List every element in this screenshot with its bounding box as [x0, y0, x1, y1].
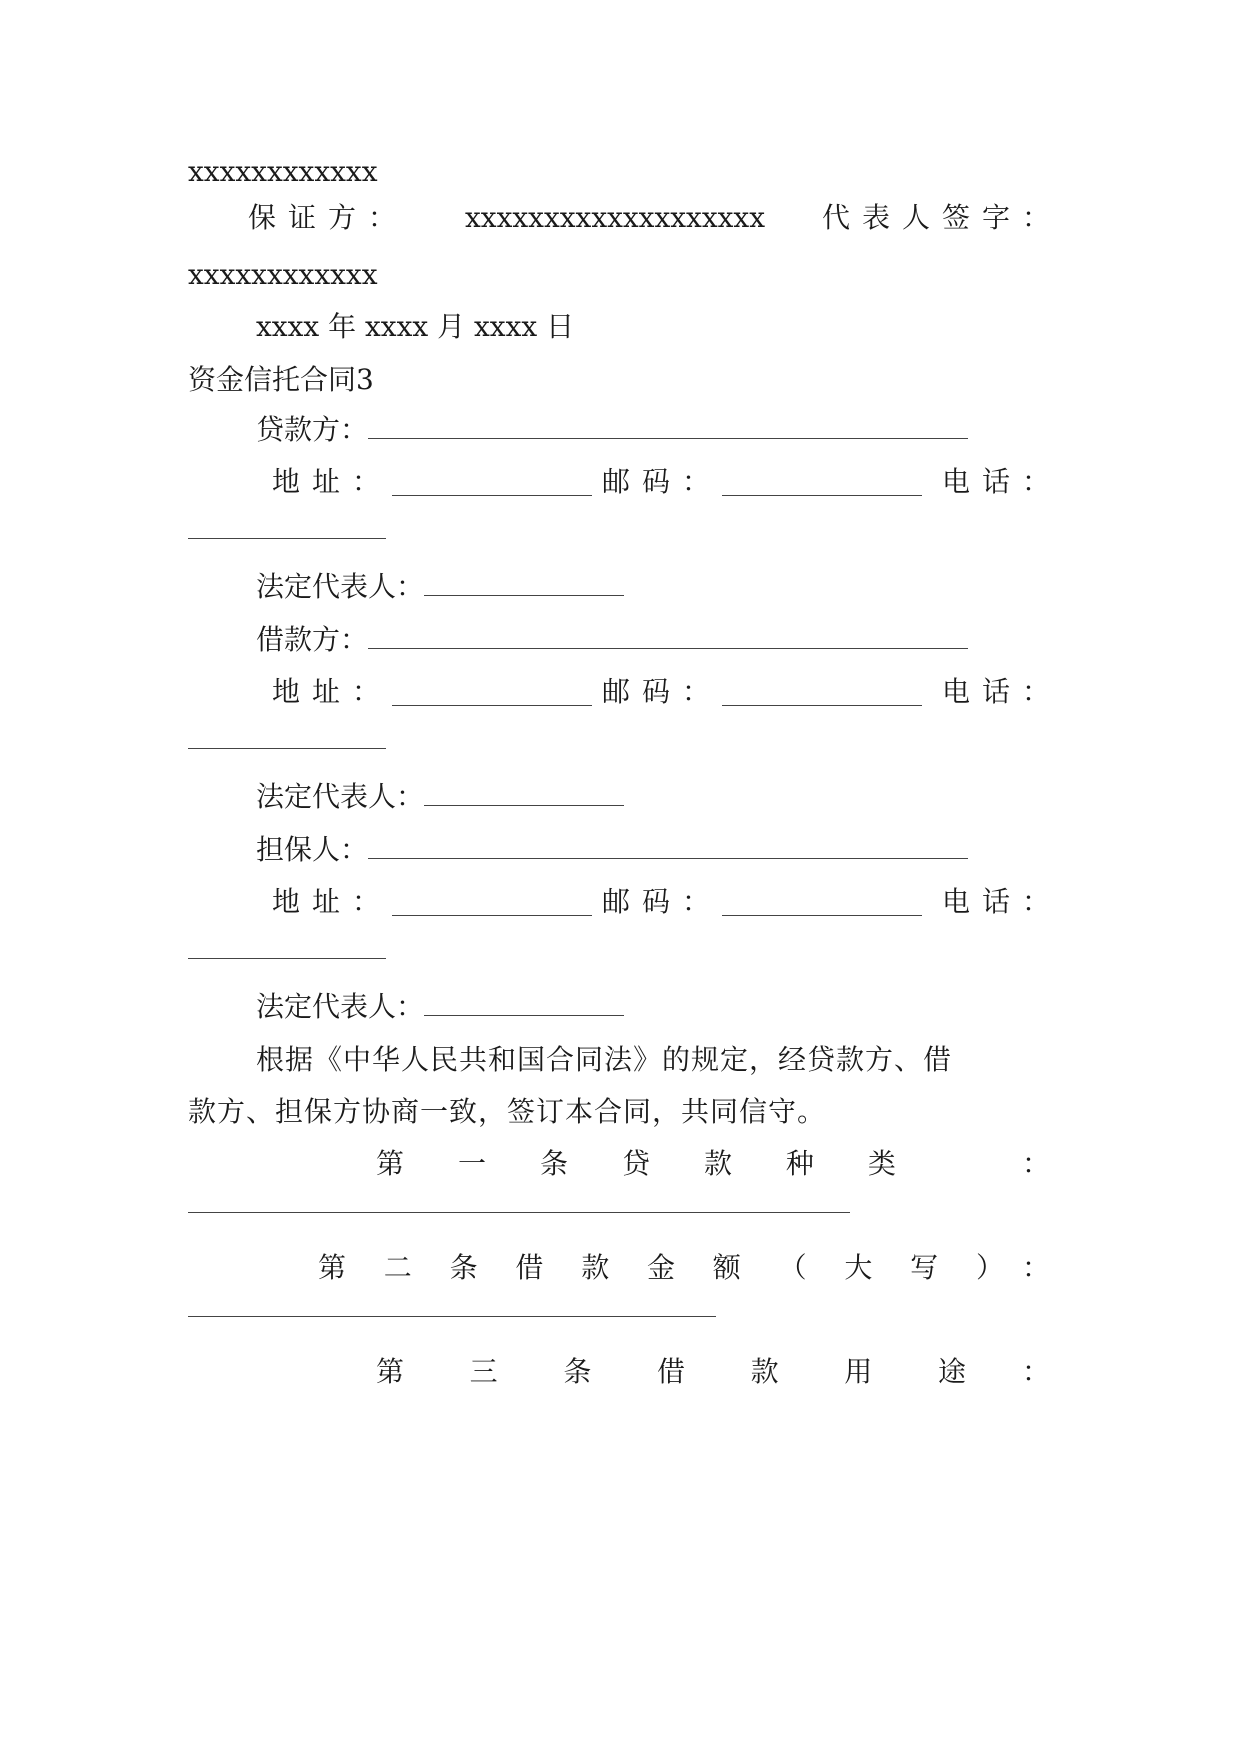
article-1-blank[interactable]	[188, 1212, 850, 1213]
legal-rep-blank[interactable]	[424, 569, 624, 596]
borrower-contact-row	[272, 672, 1062, 712]
legal-rep-blank[interactable]	[424, 989, 624, 1016]
borrower-legal-rep-row	[188, 777, 1050, 817]
guarantor-contact-row	[272, 882, 1062, 922]
guarantor-label: 保证方：	[248, 201, 409, 234]
month-char: 月	[437, 310, 466, 343]
article-2-row	[318, 1248, 1050, 1288]
article-3-colon: ：	[1021, 1355, 1050, 1388]
postcode-blank[interactable]	[722, 889, 922, 916]
intro-line-2: 款方、担保方协商一致，签订本合同，共同信守。	[188, 1095, 827, 1128]
phone-label: 电话：	[941, 675, 1062, 708]
signature-value-2: xxxxxxxxxxxx	[188, 258, 378, 291]
lender-legal-rep-row	[188, 567, 1050, 607]
address-label: 地址：	[272, 675, 393, 708]
address-blank[interactable]	[392, 469, 592, 496]
date-month: xxxx	[365, 310, 429, 343]
guarantor-party-row	[188, 830, 1050, 870]
postcode-label: 邮码：	[602, 885, 723, 918]
lender-row	[188, 410, 1050, 450]
phone-label: 电话：	[941, 465, 1062, 498]
address-blank[interactable]	[392, 889, 592, 916]
borrower-row	[188, 620, 1050, 660]
guarantor-party-label: 担保人：	[256, 833, 369, 866]
phone-blank[interactable]	[188, 748, 386, 749]
article-3-title: 第 三 条 借 款 用 途	[376, 1355, 966, 1388]
postcode-label: 邮码：	[602, 465, 723, 498]
date-day: xxxx	[474, 310, 538, 343]
lender-contact-row	[272, 462, 1062, 502]
legal-rep-label: 法定代表人：	[256, 990, 425, 1023]
postcode-blank[interactable]	[722, 469, 922, 496]
day-char: 日	[546, 310, 575, 343]
postcode-blank[interactable]	[722, 679, 922, 706]
guarantor-legal-rep-row	[188, 987, 1050, 1027]
legal-rep-blank[interactable]	[424, 779, 624, 806]
article-2-blank[interactable]	[188, 1316, 716, 1317]
phone-blank[interactable]	[188, 958, 386, 959]
article-1-row	[376, 1144, 1050, 1184]
article-1-title: 第 一 条 贷 款 种 类	[376, 1147, 896, 1180]
date-line	[188, 307, 1050, 347]
phone-label: 电话：	[941, 885, 1062, 918]
phone-blank[interactable]	[188, 538, 386, 539]
address-label: 地址：	[272, 465, 393, 498]
address-label: 地址：	[272, 885, 393, 918]
guarantor-row	[248, 198, 1062, 238]
intro-line-1: 根据《中华人民共和国合同法》的规定，经贷款方、借	[256, 1043, 953, 1076]
guarantor-value: xxxxxxxxxxxxxxxxxxx	[464, 201, 766, 234]
borrower-label: 借款方：	[256, 623, 369, 656]
postcode-label: 邮码：	[602, 675, 723, 708]
article-1-colon: ：	[1021, 1147, 1050, 1180]
guarantor-party-blank[interactable]	[368, 832, 968, 859]
article-3-row	[376, 1352, 1050, 1392]
date-year: xxxx	[256, 310, 320, 343]
lender-blank[interactable]	[368, 412, 968, 439]
signature-value-1: xxxxxxxxxxxx	[188, 155, 378, 188]
article-2-colon: ：	[1021, 1251, 1050, 1284]
article-2-title: 第 二 条 借 款 金 额 （ 大 写 ）	[318, 1251, 1004, 1284]
legal-rep-label: 法定代表人：	[256, 570, 425, 603]
address-blank[interactable]	[392, 679, 592, 706]
year-char: 年	[328, 310, 357, 343]
rep-sign-label: 代表人签字：	[821, 201, 1062, 234]
lender-label: 贷款方：	[256, 413, 369, 446]
borrower-blank[interactable]	[368, 622, 968, 649]
legal-rep-label: 法定代表人：	[256, 780, 425, 813]
contract-title: 资金信托合同3	[188, 363, 374, 396]
